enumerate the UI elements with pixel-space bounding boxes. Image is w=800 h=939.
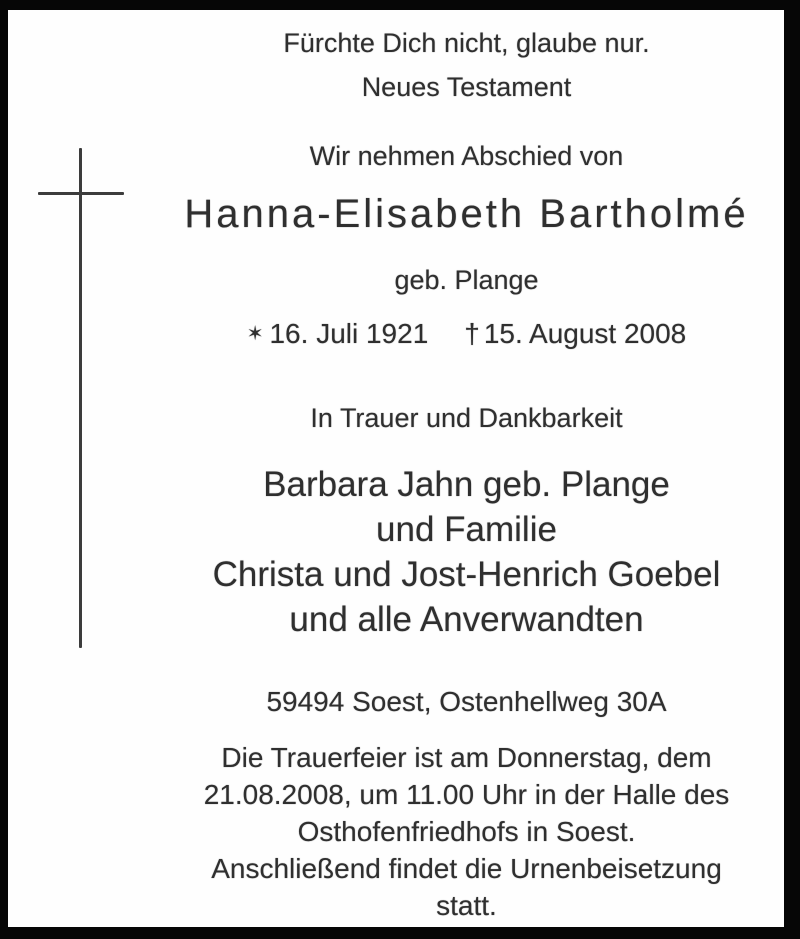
birth-date: 16. Juli 1921	[269, 318, 429, 349]
life-dates	[148, 318, 785, 350]
death-date-group	[464, 318, 686, 349]
funeral-details-line: Anschließend findet die Urnenbeisetzung	[211, 853, 722, 884]
cross-icon-horizontal-bar	[38, 192, 124, 195]
funeral-details-line: Die Trauerfeier ist am Donnerstag, dem	[221, 742, 712, 773]
deceased-name: Hanna-Elisabeth Bartholmé	[184, 192, 749, 236]
cross-icon-vertical-bar	[79, 148, 82, 648]
farewell-intro-line: Wir nehmen Abschied von	[309, 141, 624, 171]
mourner-line: und Familie	[376, 510, 557, 549]
mourner-line: und alle Anverwandten	[289, 600, 644, 639]
funeral-details-line: statt.	[436, 890, 497, 921]
mourners-list	[148, 462, 785, 642]
mourner-line: Christa und Jost-Henrich Goebel	[212, 555, 721, 594]
scripture-quote-source: Neues Testament	[361, 72, 572, 102]
death-date: 15. August 2008	[483, 318, 687, 349]
notice-content	[148, 10, 785, 927]
birth-date-group	[247, 318, 429, 349]
birth-star-icon: ✶	[246, 323, 270, 345]
death-dagger-icon: †	[464, 318, 484, 349]
funeral-details-line: 21.08.2008, um 11.00 Uhr in der Halle des	[203, 779, 730, 810]
funeral-details-line: Osthofenfriedhofs in Soest.	[297, 816, 636, 847]
mourner-line: Barbara Jahn geb. Plange	[263, 465, 670, 504]
maiden-name: geb. Plange	[394, 265, 539, 295]
mourning-line: In Trauer und Dankbarkeit	[310, 403, 623, 433]
address-line: 59494 Soest, Ostenhellweg 30A	[266, 686, 667, 717]
funeral-details	[148, 739, 785, 924]
scripture-quote-line1: Fürchte Dich nicht, glaube nur.	[283, 28, 650, 58]
death-notice-page	[8, 10, 784, 927]
